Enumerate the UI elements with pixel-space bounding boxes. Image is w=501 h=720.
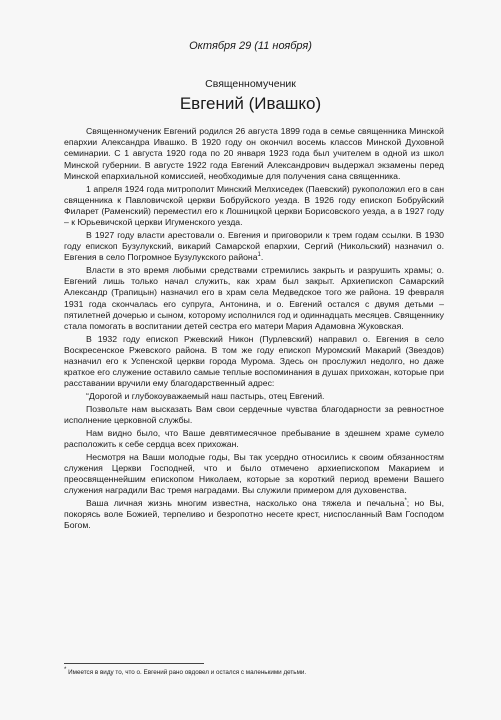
quote-text: Ваша личная жизнь многим известна, насколько она тяжела и печальна: [86, 498, 405, 508]
quote-line: [64, 498, 444, 532]
paragraph: В 1927 году власти арестовали о. Евгения и приговорили к трем годам ссылки. В 1930 году епископ Бузулукский, викарий Самарской епархии, Сергий (Никольский) назначил о. Евгения в село Погромное Бузулукского района$^1$.: [64, 229, 444, 263]
footnote: [64, 666, 444, 677]
paragraph: В 1932 году епископ Ржевский Никон (Пурлевский) направил о. Евгения в село Воскресенское Ржевского района. В том же году епископ Муромский Макарий (Звездов) назначил его к Успенской церкви города Мурома. Здесь он прослужил недолго, но даже краткое его служение оставило самые теплые воспоминания в душах прихожан, которые при расставании вручили ему благодарственный адрес:: [64, 333, 444, 389]
footnote-divider: [64, 663, 204, 664]
quote-line: Несмотря на Ваши молодые годы, Вы так усердно относились к своим обязанностям служения Церкви Господней, что и было отмечено архиепископом Макарием и преосвященнейшим епископом Николаем, которые за короткий период времени Вашего служения наградили Вас тремя наградами. Вы служили примером для духовенства.: [64, 451, 444, 496]
quote-line: Нам видно было, что Ваше девятимесячное пребывание в здешнем храме сумело расположить к себе сердца всех прихожан.: [64, 427, 444, 449]
footnote-text: Имеется в виду то, что о. Евгений рано овдовел и остался с маленькими детьми.: [68, 669, 307, 676]
paragraph: Священномученик Евгений родился 26 августа 1899 года в семье священника Минской епархии Александра Ивашко. В 1920 году он окончил восемь классов Минской Духовной семинарии. С 1 августа 1920 года по 20 января 1923 года был учителем в одной из школ Минской губернии. В августе 1922 года Евгений Александрович выдержал экзамены перед Минской епархиальной комиссией, необходимые для получения сана священника.: [64, 126, 444, 181]
footnote-mark: *: [64, 666, 67, 673]
saint-title: Священномученик: [205, 78, 296, 90]
quote-line: “Дорогой и глубокоуважаемый наш пастырь, отец Евгений.: [86, 391, 325, 402]
quote-line: Позвольте нам высказать Вам свои сердечные чувства благодарности за ревностное исполнение церковной службы.: [64, 403, 444, 426]
body-text: [64, 126, 444, 533]
paragraph: 1 апреля 1924 года митрополит Минский Мелхиседек (Паевский) рукоположил его в сан священника к Павловичской церкви Бобруйского уезда. В 1926 году епископ Бобруйский Филарет (Раменский) переместил его к Лошницкой церкви Борисовского уезда, а в 1927 году – к Юрьевичской церкви Игуменского уезда.: [64, 183, 444, 228]
saint-name: Евгений (Ивашко): [179, 94, 322, 113]
feast-date: Октября 29 (11 ноября): [189, 40, 312, 52]
paragraph-text: В 1927 году власти арестовали о. Евгения и приговорили к трем годам ссылки. В 1930 году епископ Бузулукский, викарий Самарской епархии, Сергий (Никольский) назначил о. Евгения в село Погромное Бузулукского района: [64, 229, 444, 263]
quote-text: ; но Вы, покорясь воле Божией, терпеливо и безропотно несете крест, ниспосланный Вам Господом Богом.: [64, 498, 445, 531]
paragraph: Власти в это время любыми средствами стремились закрыть и разрушить храмы; о. Евгений лишь только начал служить, как храм был закрыт. Архиепископ Самарский Александр (Трапицын) назначил его в храм села Медведское того же района. 19 февраля 1931 года скончалась его супруга, Антонина, и о. Евгений остался с двумя детьми – пятилетней дочерью и сыном, которому исполнился год и одиннадцать месяцев. Священнику стала помогать в воспитании детей сестра его матери Мария Адамовна Жуковская.: [64, 264, 444, 331]
footnote-marker: *: [404, 498, 407, 505]
footnote-marker: 1: [257, 252, 261, 259]
